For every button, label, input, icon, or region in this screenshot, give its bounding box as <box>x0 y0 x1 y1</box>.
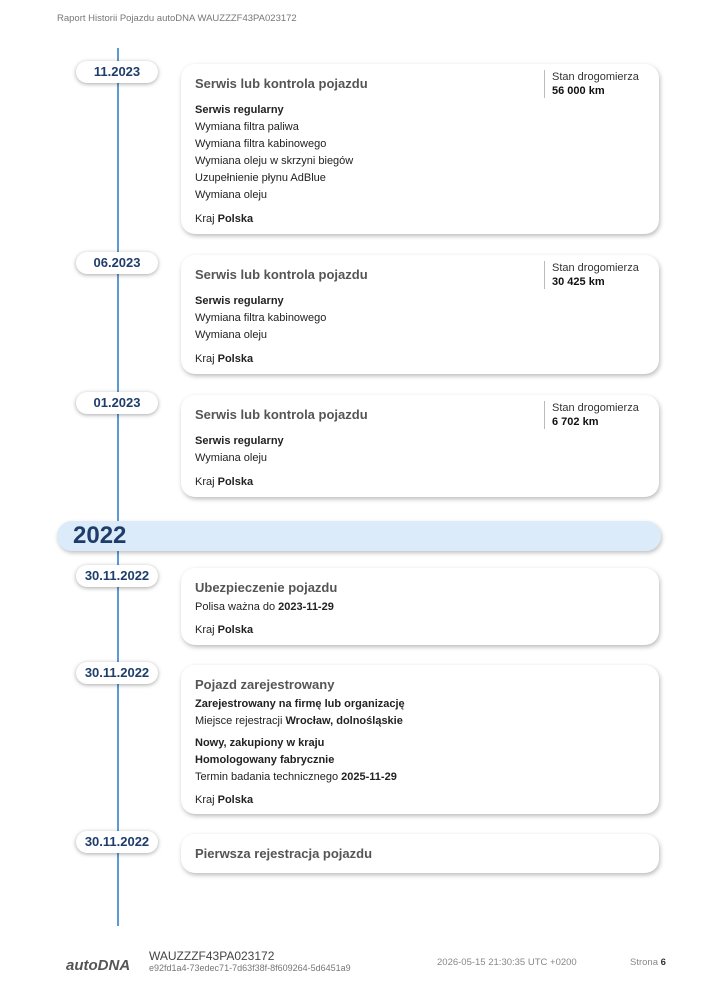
event-line: Serwis regularny <box>195 435 284 447</box>
homologation: Homologowany fabrycznie <box>195 754 335 766</box>
entry-date: 30.11.2022 <box>76 831 158 853</box>
timeline-line <box>117 48 119 926</box>
event-title: Pojazd zarejestrowany <box>195 677 335 692</box>
event-title: Serwis lub kontrola pojazdu <box>195 267 368 282</box>
entry-date: 30.11.2022 <box>76 565 158 587</box>
page-number: 6 <box>660 957 666 968</box>
event-title: Serwis lub kontrola pojazdu <box>195 76 368 91</box>
country-row <box>195 624 253 636</box>
event-line: Wymiana oleju <box>195 189 268 201</box>
odometer-label: Stan drogomierza <box>552 71 639 83</box>
entry-date: 01.2023 <box>76 392 158 414</box>
country-label: Kraj <box>195 624 215 636</box>
event-line: Wymiana filtra kabinowego <box>195 138 327 150</box>
registration-owner: Zarejestrowany na firmę lub organizację <box>195 698 405 710</box>
policy-label: Polisa ważna do <box>195 601 276 613</box>
odometer-label: Stan drogomierza <box>552 262 639 274</box>
odometer-block <box>544 261 652 289</box>
entry-date: 11.2023 <box>76 61 158 83</box>
year-label: 2022 <box>73 522 127 549</box>
policy-row <box>195 601 334 613</box>
registration-place-value: Wrocław, dolnośląskie <box>285 715 403 727</box>
event-card <box>181 64 659 234</box>
event-line: Wymiana filtra kabinowego <box>195 312 327 324</box>
registration-place-label: Miejsce rejestracji <box>195 715 283 727</box>
event-line: Wymiana oleju <box>195 329 268 341</box>
country-label: Kraj <box>195 213 215 225</box>
event-line: Serwis regularny <box>195 104 284 116</box>
inspection-value: 2025-11-29 <box>341 771 397 783</box>
autodna-logo: autoDNA <box>66 957 131 974</box>
event-title: Ubezpieczenie pojazdu <box>195 580 338 595</box>
country-value: Polska <box>217 476 254 488</box>
registration-place-row <box>195 715 403 727</box>
odometer-value: 56 000 km <box>552 85 605 97</box>
footer-timestamp: 2026-05-15 21:30:35 UTC +0200 <box>437 957 577 968</box>
event-line: Serwis regularny <box>195 295 284 307</box>
country-row <box>195 794 253 806</box>
event-line: Uzupełnienie płynu AdBlue <box>195 172 326 184</box>
country-value: Polska <box>217 353 254 365</box>
odometer-block <box>544 401 652 429</box>
odometer-value: 6 702 km <box>552 416 599 428</box>
odometer-label: Stan drogomierza <box>552 402 639 414</box>
event-card <box>181 395 659 497</box>
event-line: Wymiana filtra paliwa <box>195 121 299 133</box>
vehicle-origin: Nowy, zakupiony w kraju <box>195 737 325 749</box>
country-row <box>195 476 253 488</box>
event-card <box>181 834 659 873</box>
country-value: Polska <box>217 213 254 225</box>
country-label: Kraj <box>195 476 215 488</box>
event-card <box>181 568 659 645</box>
event-card <box>181 665 659 814</box>
year-divider <box>57 521 661 551</box>
odometer-block <box>544 70 652 98</box>
inspection-label: Termin badania technicznego <box>195 771 339 783</box>
event-line: Wymiana oleju w skrzyni biegów <box>195 155 354 167</box>
entry-date: 06.2023 <box>76 252 158 274</box>
event-title: Pierwsza rejestracja pojazdu <box>195 846 373 861</box>
report-header: Raport Historii Pojazdu autoDNA WAUZZZF43PA023172 <box>57 13 297 24</box>
footer-vin: WAUZZZF43PA023172 <box>149 949 275 963</box>
inspection-row <box>195 771 397 783</box>
policy-value: 2023-11-29 <box>278 601 334 613</box>
page-label: Strona <box>630 957 658 968</box>
country-value: Polska <box>217 624 254 636</box>
country-row <box>195 353 253 365</box>
event-line: Wymiana oleju <box>195 452 268 464</box>
event-card <box>181 255 659 374</box>
country-value: Polska <box>217 794 254 806</box>
entry-date: 30.11.2022 <box>76 662 158 684</box>
event-title: Serwis lub kontrola pojazdu <box>195 407 368 422</box>
odometer-value: 30 425 km <box>552 276 605 288</box>
country-row <box>195 213 253 225</box>
country-label: Kraj <box>195 353 215 365</box>
country-label: Kraj <box>195 794 215 806</box>
page-indicator <box>630 957 666 968</box>
footer-hash: e92fd1a4-73edec71-7d63f38f-8f609264-5d6451a9 <box>149 963 351 973</box>
